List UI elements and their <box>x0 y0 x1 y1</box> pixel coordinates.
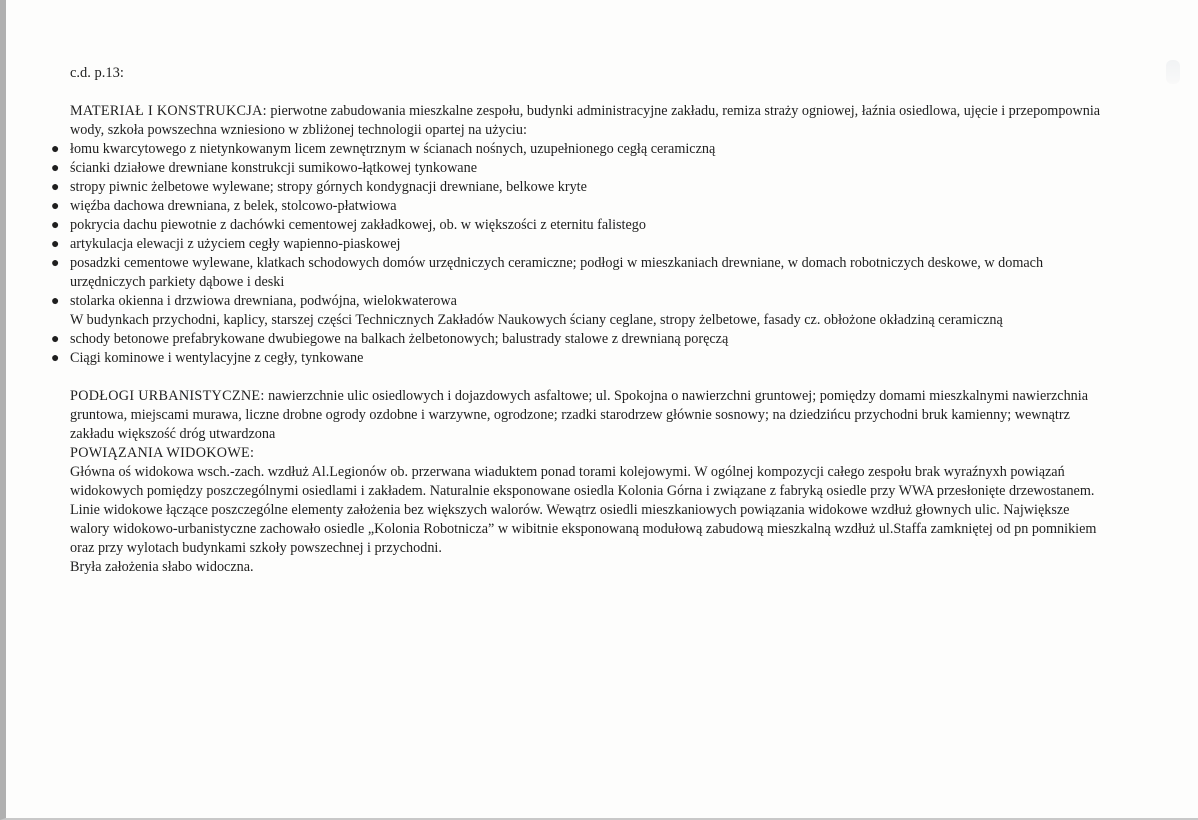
bullet-icon: ● <box>51 237 60 252</box>
bullet-icon: ● <box>51 218 60 233</box>
material-paragraph <box>70 102 1110 140</box>
bullet-icon: ● <box>51 351 60 366</box>
material-intro: pierwotne zabudowania mieszkalne zespołu, budynki administracyjne zakładu, remiza straży ogniowej, łaźnia osiedlowa, ujęcie i przepompownia wody, szkoła powszechna wzniesiono w zbliżonej technologii opartej na użyciu: <box>70 103 1101 138</box>
bullet-icon: ● <box>51 161 60 176</box>
list-item: ● pokrycia dachu piewotnie z dachówki cementowej zakładkowej, ob. w większości z eternitu falistego <box>51 217 646 233</box>
material-heading: MATERIAŁ I KONSTRUKCJA: <box>70 103 267 119</box>
list-item: ● stropy piwnic żelbetowe wylewane; stropy górnych kondygnacji drewniane, belkowe kryte <box>51 179 587 195</box>
page-header: c.d. p.13: <box>70 65 124 81</box>
bullet-icon: ● <box>51 256 60 271</box>
list-item: ● łomu kwarcytowego z nietynkowanym licem zewnętrznym w ścianach nośnych, uzupełnionego cegłą ceramiczną <box>51 141 716 157</box>
bullet-icon: ● <box>51 332 60 347</box>
list-item: ● ścianki działowe drewniane konstrukcji sumikowo-łątkowej tynkowane <box>51 160 477 176</box>
views-heading: POWIĄZANIA WIDOKOWE: <box>70 445 255 461</box>
list-item: ● schody betonowe prefabrykowane dwubiegowe na balkach żelbetonowych; balustrady stalowe z drewnianą poręczą <box>51 331 729 347</box>
section-gap <box>70 368 1110 387</box>
scan-mark <box>1166 60 1180 84</box>
list-item: ● więźba dachowa drewniana, z belek, stolcowo-płatwiowa <box>51 198 397 214</box>
material-list-2 <box>51 330 1110 368</box>
bullet-icon: ● <box>51 142 60 157</box>
urban-text: nawierzchnie ulic osiedlowych i dojazdowych asfaltowe; ul. Spokojna o nawierzchni gruntowej; pomiędzy domami mieszkalnymi nawierzchnia gruntowa, miejscami murawa, liczne drobne ogrody ozdobne i warzywne, ogrodzone; rzadki starodrzew głównie sosnowy; na dziedzińcu przychodni bruk kamienny; wewnątrz zakładu większość dróg utwardzona <box>70 388 1089 442</box>
list-item: ● artykulacja elewacji z użyciem cegły wapienno-piaskowej <box>51 236 401 252</box>
list-item: ● stolarka okienna i drzwiowa drewniana, podwójna, wielokwaterowa <box>51 293 457 309</box>
views-closing: Bryła założenia słabo widoczna. <box>70 559 254 575</box>
list-item: ● posadzki cementowe wylewane, klatkach schodowych domów urzędniczych ceramiczne; podłogi w mieszkaniach drewniane, w domach robotniczych deskowe, w domach urzędniczych parkiety dąbowe i deski <box>51 255 1044 290</box>
urban-heading: PODŁOGI URBANISTYCZNE: <box>70 388 265 404</box>
material-note: W budynkach przychodni, kaplicy, starszej części Technicznych Zakładów Naukowych ściany ceglane, stropy żelbetowe, fasady cz. obłożone okładziną ceramiczną <box>70 312 1003 328</box>
document-body <box>51 64 1110 577</box>
bullet-icon: ● <box>51 180 60 195</box>
list-item: ● Ciągi kominowe i wentylacyjne z cegły, tynkowane <box>51 350 364 366</box>
views-text: Główna oś widokowa wsch.-zach. wzdłuż Al.Legionów ob. przerwana wiaduktem ponad torami kolejowymi. W ogólnej kompozycji całego zespołu brak wyraźnyxh powiązań widokowych pomiędzy poszczególnymi osiedlami i zakładem. Naturalnie eksponowane osiedla Kolonia Górna i związane z fabryką osiedle przy WWA przesłonięte drzewostanem. Linie widokowe łączące poszczególne elementy założenia bez większych walorów. Wewątrz osiedli mieszkaniowych powiązania widokowe wzdłuż głownych ulic. Największe walory widokowo-urbanistyczne zachowało osiedle „Kolonia Robotnicza” w wibitnie eksponowaną modułową zabudową mieszkalną wzdłuż ul.Staffa zamkniętej od pn pomnikiem oraz przy wylotach budynkami szkoły powszechnej i przychodni. <box>70 464 1097 556</box>
bullet-icon: ● <box>51 294 60 309</box>
material-list <box>51 140 1110 311</box>
bullet-icon: ● <box>51 199 60 214</box>
urban-paragraph <box>70 387 1110 444</box>
